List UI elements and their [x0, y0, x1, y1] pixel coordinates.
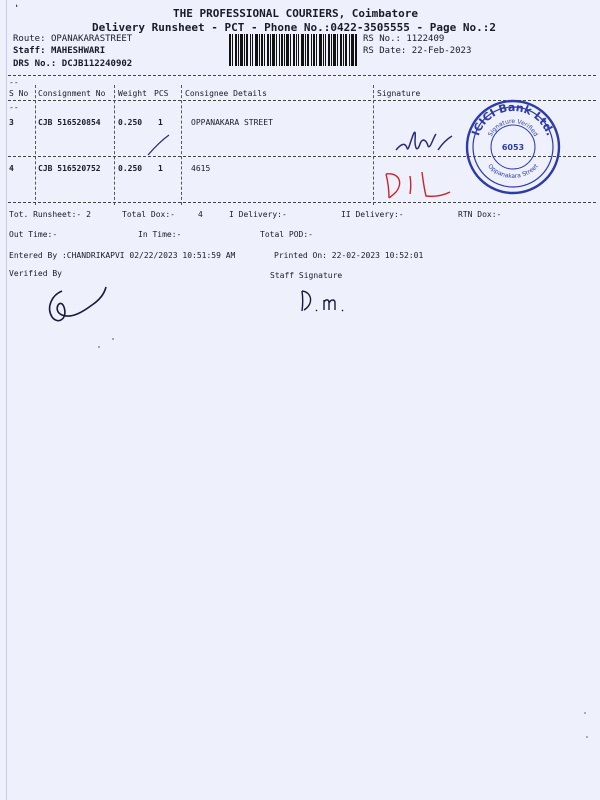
left-margin-line: [6, 0, 7, 800]
route-label: Route:: [13, 34, 46, 44]
route-value: OPANAKARASTREET: [50, 34, 133, 44]
staff-row: [13, 46, 105, 56]
verifier-signature: [40, 283, 115, 328]
staff-value: MAHESHWARI: [50, 46, 106, 56]
row-pcs: 1: [158, 164, 163, 173]
stamp-verified-text: Signature Verified: [486, 117, 540, 138]
row-consignment: CJB 516520854: [38, 118, 101, 127]
rtn-dox: RTN Dox:-: [458, 210, 502, 219]
runsheet-subtitle: Delivery Runsheet - PCT - Phone No.:0422-3505555 - Page No.:2: [92, 21, 496, 34]
staff-signature-label: Staff Signature: [270, 271, 343, 280]
staff-label: Staff:: [13, 46, 46, 56]
divider-top: [8, 75, 596, 76]
dash-mark: --: [9, 78, 19, 87]
row-pcs: 1: [158, 118, 163, 127]
scan-speck: [98, 346, 100, 348]
rs-no-label: RS No.:: [363, 34, 401, 44]
handwritten-signature-red: [380, 166, 456, 202]
row-weight: 0.250: [118, 164, 143, 173]
pcs-tick-mark: [145, 132, 175, 158]
total-pod: Total POD:-: [260, 230, 313, 239]
row-consignee: OPPANAKARA STREET: [191, 118, 273, 127]
col-pcs: PCS: [154, 89, 169, 98]
total-dox-value: 4: [198, 210, 203, 219]
printed-on: Printed On: 22-02-2023 10:52:01: [274, 251, 424, 260]
tot-runsheet: Tot. Runsheet:- 2: [9, 210, 91, 219]
corner-mark: ❛: [14, 4, 20, 14]
ii-delivery: II Delivery:-: [341, 210, 404, 219]
dash-mark-2: --: [9, 103, 19, 112]
drs-row: [13, 59, 132, 69]
in-time: In Time:-: [138, 230, 182, 239]
col-weight: Weight: [118, 89, 147, 98]
staff-signature-mark: [296, 286, 356, 316]
i-delivery: I Delivery:-: [229, 210, 287, 219]
row-weight: 0.250: [118, 118, 143, 127]
bank-verification-stamp: [463, 97, 563, 197]
row-consignee: 4615: [191, 164, 211, 173]
row-sno: 4: [9, 164, 14, 173]
stamp-code: 6053: [501, 143, 525, 152]
scan-speck: [586, 736, 588, 738]
row-sno: 3: [9, 118, 14, 127]
scan-speck: [112, 338, 114, 340]
stamp-branch-text: Oppanakara Street: [486, 162, 540, 180]
entered-by: Entered By :CHANDRIKAPVI 02/22/2023 10:51:59 AM: [9, 251, 236, 260]
col-line-4: [373, 85, 374, 205]
route-row: [13, 34, 132, 44]
divider-bottom: [8, 202, 596, 203]
out-time: Out Time:-: [9, 230, 58, 239]
svg-text:Oppanakara Street: [486, 162, 540, 180]
col-line-3: [181, 85, 182, 205]
drs-label: DRS No.:: [13, 59, 57, 69]
stamp-bank-text: ICICI Bank Ltd.: [469, 100, 557, 138]
col-signature: Signature: [377, 89, 421, 98]
company-title: THE PROFESSIONAL COURIERS, Coimbatore: [173, 7, 419, 20]
rs-date-value: 22-Feb-2023: [411, 46, 472, 56]
handwritten-signature-blue: [392, 126, 457, 156]
rs-no-value: 1122409: [406, 34, 445, 44]
col-sno: S No: [9, 89, 29, 98]
drs-value: DCJB112240902: [61, 59, 133, 69]
col-consignment: Consignment No: [38, 89, 106, 98]
col-line-2: [114, 85, 115, 205]
verified-by-label: Verified By: [9, 269, 62, 278]
rs-date-row: [363, 46, 471, 56]
row-consignment: CJB 516520752: [38, 164, 101, 173]
col-consignee: Consignee Details: [185, 89, 267, 98]
rs-no-row: [363, 34, 444, 44]
rs-date-label: RS Date:: [363, 46, 407, 56]
barcode: [229, 34, 357, 66]
scan-speck: [584, 712, 586, 714]
total-dox-label: Total Dox:-: [122, 210, 175, 219]
col-line-1: [35, 85, 36, 205]
